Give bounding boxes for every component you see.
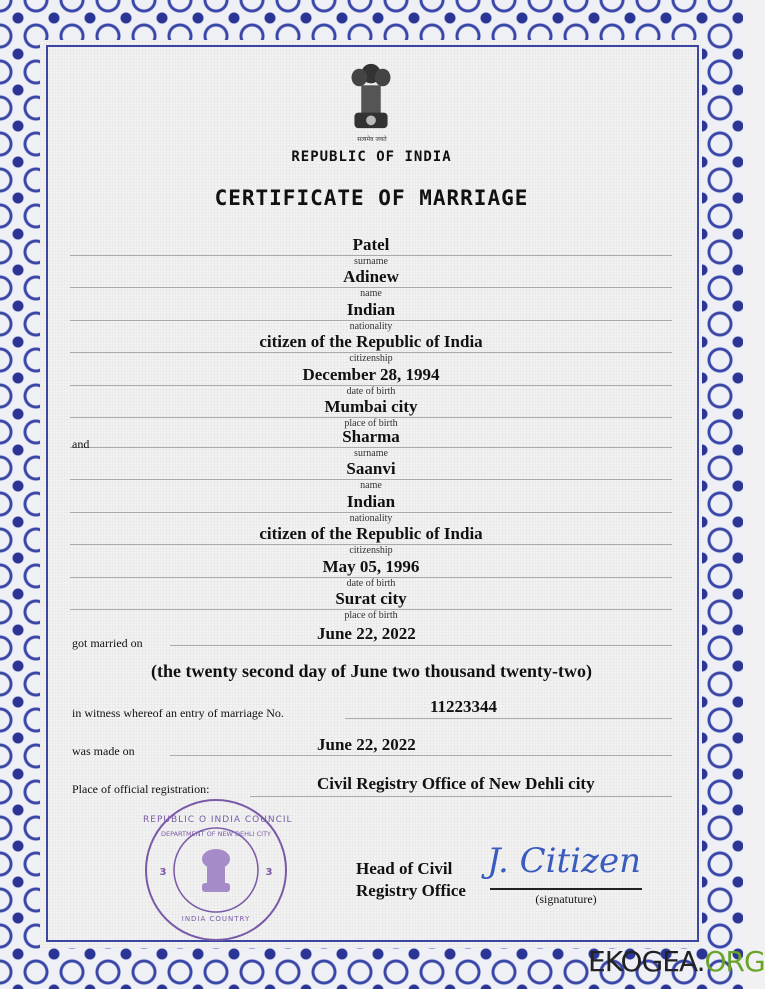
watermark-main: EKOGEA. bbox=[588, 945, 705, 978]
stamp-outer-text: REPUBLIC O INDIA COUNCIL bbox=[143, 815, 293, 825]
stamp-number-left: 3 bbox=[159, 867, 167, 878]
spouse1-field bbox=[70, 366, 672, 398]
field-label: name bbox=[360, 480, 382, 492]
spouse1-field bbox=[70, 301, 672, 333]
watermark-suffix: ORG bbox=[704, 945, 765, 978]
field-label: date of birth bbox=[346, 385, 396, 397]
certificate-title: CERTIFICATE OF MARRIAGE bbox=[214, 186, 529, 210]
field-label: surname bbox=[354, 448, 388, 459]
place-label: Place of official registration: bbox=[72, 782, 210, 796]
made-on-label: was made on bbox=[72, 744, 135, 758]
entry-number: 11223344 bbox=[430, 697, 498, 716]
field-label: place of birth bbox=[344, 610, 398, 621]
stamp-inner-text: DEPARTMENT OF NEW DEHLI CITY bbox=[160, 830, 272, 838]
field-value: Saanvi bbox=[346, 459, 396, 479]
watermark bbox=[588, 946, 765, 978]
signatory-title-line1: Head of Civil bbox=[356, 859, 453, 878]
field-value: Sharma bbox=[342, 427, 400, 446]
signatory-title-line2: Registry Office bbox=[356, 881, 466, 900]
made-on-date: June 22, 2022 bbox=[317, 735, 416, 754]
stamp-bottom-text: INDIA COUNTRY bbox=[181, 915, 251, 923]
spouse2-field bbox=[70, 525, 672, 557]
got-married-label: got married on bbox=[72, 636, 143, 650]
field-label: citizenship bbox=[349, 545, 393, 557]
field-value: May 05, 1996 bbox=[322, 556, 420, 576]
divider bbox=[170, 645, 672, 646]
field-label: citizenship bbox=[349, 353, 393, 365]
field-value: citizen of the Republic of India bbox=[259, 332, 483, 352]
divider bbox=[345, 718, 672, 719]
witness-label: in witness whereof an entry of marriage No. bbox=[72, 706, 284, 720]
field-value: Mumbai city bbox=[324, 397, 418, 416]
spouse2-field bbox=[70, 558, 672, 590]
marriage-date: June 22, 2022 bbox=[317, 624, 416, 643]
spouse1-field bbox=[70, 268, 672, 300]
field-value: citizen of the Republic of India bbox=[259, 524, 483, 544]
and-label: and bbox=[72, 437, 90, 451]
field-value: Indian bbox=[346, 491, 396, 511]
field-value: Surat city bbox=[335, 589, 407, 608]
spouse2-field bbox=[70, 493, 672, 525]
field-label: name bbox=[360, 288, 382, 300]
spouse1-field bbox=[70, 398, 672, 430]
field-value: Adinew bbox=[343, 267, 399, 287]
marriage-date-words: (the twenty second day of June two thousand twenty-two) bbox=[151, 661, 592, 681]
field-value: December 28, 1994 bbox=[302, 364, 440, 384]
signature-line bbox=[490, 888, 642, 890]
field-label: nationality bbox=[349, 512, 393, 524]
handwritten-signature: J. Citizen bbox=[487, 841, 641, 881]
signatory-title bbox=[356, 858, 466, 902]
field-label: surname bbox=[354, 256, 388, 267]
spouse2-field bbox=[70, 590, 672, 622]
field-value: Indian bbox=[346, 299, 396, 319]
registration-place: Civil Registry Office of New Dehli city bbox=[317, 774, 595, 793]
spouse2-field bbox=[70, 460, 672, 492]
signature-label: (signatuture) bbox=[535, 892, 597, 906]
spouse2-field bbox=[70, 428, 672, 460]
stamp-number-right: 3 bbox=[265, 867, 273, 878]
national-emblem-icon bbox=[346, 58, 396, 134]
country-heading: REPUBLIC OF INDIA bbox=[291, 149, 452, 165]
emblem-motto: सत्यमेव जयते bbox=[357, 136, 387, 143]
field-label: place of birth bbox=[344, 418, 398, 429]
field-label: nationality bbox=[349, 320, 393, 332]
official-stamp bbox=[143, 797, 293, 943]
spouse1-field bbox=[70, 333, 672, 365]
spouse1-field bbox=[70, 236, 672, 268]
divider bbox=[250, 796, 672, 797]
field-label: date of birth bbox=[346, 577, 396, 589]
divider bbox=[170, 755, 672, 756]
field-value: Patel bbox=[352, 235, 390, 254]
